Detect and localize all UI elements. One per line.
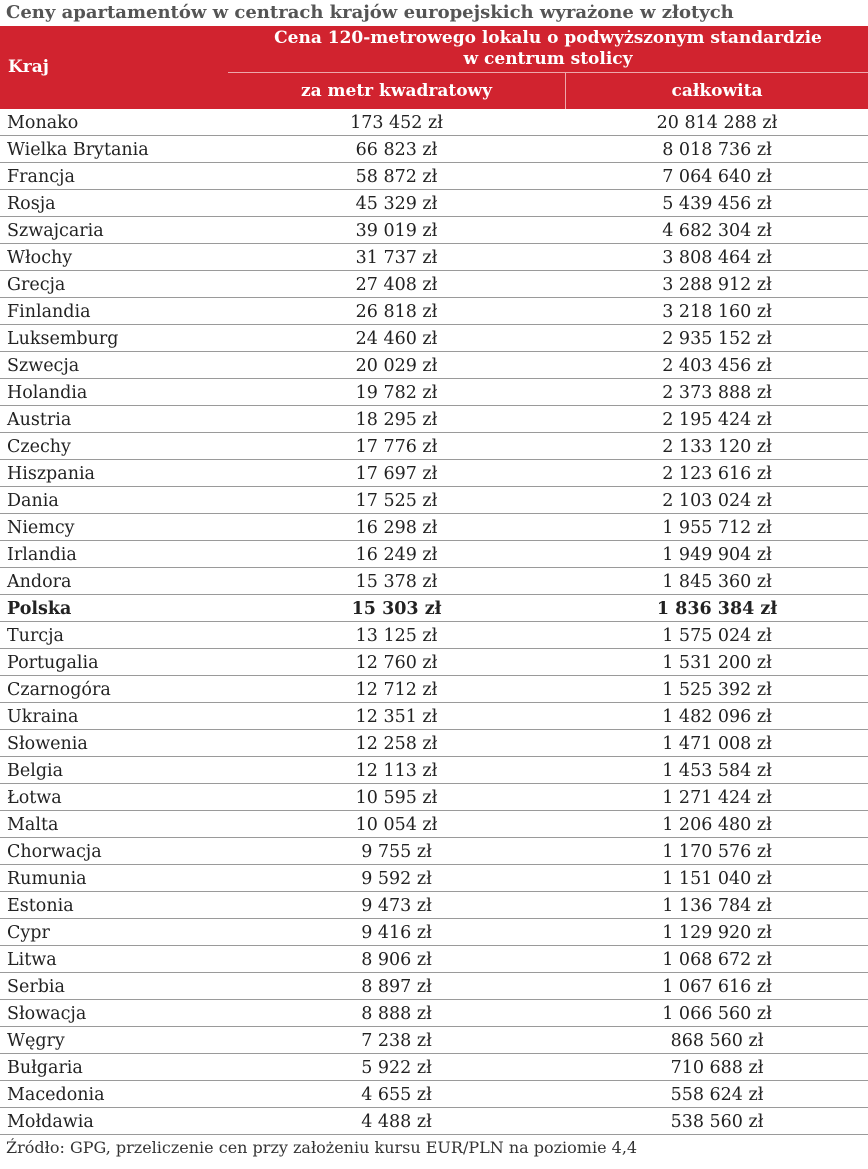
cell-total: 1 845 360 zł — [662, 572, 772, 592]
cell-per-sqm: 9 416 zł — [361, 923, 432, 943]
table-row — [0, 433, 868, 460]
cell-total: 4 682 304 zł — [662, 221, 772, 241]
cell-total: 2 373 888 zł — [662, 383, 772, 403]
table-row — [0, 973, 868, 1000]
cell-total: 2 935 152 zł — [662, 329, 772, 349]
cell-total: 1 151 040 zł — [662, 869, 772, 889]
cell-country: Finlandia — [7, 302, 91, 322]
table-row — [0, 568, 868, 595]
table-row — [0, 109, 868, 136]
cell-country: Czechy — [7, 437, 71, 457]
cell-per-sqm: 4 488 zł — [361, 1112, 432, 1132]
table-row — [0, 298, 868, 325]
cell-total: 20 814 288 zł — [656, 113, 778, 133]
cell-total: 8 018 736 zł — [662, 140, 772, 160]
cell-total: 1 471 008 zł — [662, 734, 772, 754]
table-row — [0, 190, 868, 217]
cell-per-sqm: 173 452 zł — [350, 113, 443, 133]
cell-per-sqm: 16 249 zł — [355, 545, 438, 565]
cell-country: Chorwacja — [7, 842, 102, 862]
cell-per-sqm: 45 329 zł — [355, 194, 438, 214]
table-row — [0, 244, 868, 271]
cell-country: Dania — [7, 491, 59, 511]
cell-country: Rosja — [7, 194, 56, 214]
cell-total: 1 136 784 zł — [662, 896, 772, 916]
cell-per-sqm: 8 888 zł — [361, 1004, 432, 1024]
cell-per-sqm: 5 922 zł — [361, 1058, 432, 1078]
cell-total: 7 064 640 zł — [662, 167, 772, 187]
cell-country: Luksemburg — [7, 329, 119, 349]
cell-per-sqm: 7 238 zł — [361, 1031, 432, 1051]
cell-total: 1 206 480 zł — [662, 815, 772, 835]
cell-total: 1 836 384 zł — [656, 599, 778, 619]
cell-total: 1 482 096 zł — [662, 707, 772, 727]
table-row — [0, 1027, 868, 1054]
cell-country: Czarnogóra — [7, 680, 111, 700]
cell-per-sqm: 58 872 zł — [355, 167, 438, 187]
cell-per-sqm: 12 760 zł — [355, 653, 438, 673]
table-row — [0, 1081, 868, 1108]
table-row — [0, 811, 868, 838]
table-header — [0, 26, 868, 109]
cell-per-sqm: 8 897 zł — [361, 977, 432, 997]
cell-total: 2 195 424 zł — [662, 410, 772, 430]
cell-per-sqm: 15 378 zł — [355, 572, 438, 592]
cell-country: Słowenia — [7, 734, 88, 754]
table-row — [0, 460, 868, 487]
cell-country: Estonia — [7, 896, 74, 916]
table-body — [0, 109, 868, 1135]
cell-country: Belgia — [7, 761, 64, 781]
cell-country: Monako — [7, 113, 79, 133]
table-row — [0, 838, 868, 865]
cell-total: 1 271 424 zł — [662, 788, 772, 808]
cell-country: Austria — [7, 410, 72, 430]
cell-total: 3 218 160 zł — [662, 302, 772, 322]
cell-per-sqm: 9 592 zł — [361, 869, 432, 889]
cell-total: 1 525 392 zł — [662, 680, 772, 700]
cell-per-sqm: 12 712 zł — [355, 680, 438, 700]
cell-country: Francja — [7, 167, 75, 187]
cell-country: Bułgaria — [7, 1058, 83, 1078]
cell-country: Szwecja — [7, 356, 80, 376]
table-title: Ceny apartamentów w centrach krajów europejskich wyrażone w złotych — [6, 2, 734, 23]
cell-total: 3 808 464 zł — [662, 248, 772, 268]
cell-per-sqm: 24 460 zł — [355, 329, 438, 349]
cell-per-sqm: 31 737 zł — [355, 248, 438, 268]
table-row — [0, 1108, 868, 1135]
cell-per-sqm: 10 595 zł — [355, 788, 438, 808]
cell-total: 2 403 456 zł — [662, 356, 772, 376]
cell-total: 1 955 712 zł — [662, 518, 772, 538]
table-row — [0, 622, 868, 649]
cell-country: Mołdawia — [7, 1112, 94, 1132]
cell-per-sqm: 4 655 zł — [361, 1085, 432, 1105]
table-row — [0, 730, 868, 757]
table-row — [0, 325, 868, 352]
table-row — [0, 865, 868, 892]
table-row — [0, 919, 868, 946]
cell-total: 558 624 zł — [670, 1085, 764, 1105]
cell-total: 538 560 zł — [670, 1112, 764, 1132]
table-row — [0, 136, 868, 163]
cell-per-sqm: 10 054 zł — [355, 815, 438, 835]
table-row — [0, 217, 868, 244]
header-country: Kraj — [8, 57, 49, 77]
cell-per-sqm: 16 298 zł — [355, 518, 438, 538]
table-row — [0, 514, 868, 541]
table-row — [0, 379, 868, 406]
cell-country: Łotwa — [7, 788, 62, 808]
cell-country: Macedonia — [7, 1085, 105, 1105]
cell-per-sqm: 17 525 zł — [355, 491, 438, 511]
cell-country: Cypr — [7, 923, 50, 943]
table-row — [0, 892, 868, 919]
cell-total: 1 453 584 zł — [662, 761, 772, 781]
cell-country: Malta — [7, 815, 59, 835]
cell-per-sqm: 15 303 zł — [351, 599, 442, 619]
cell-per-sqm: 12 113 zł — [355, 761, 438, 781]
cell-per-sqm: 18 295 zł — [355, 410, 438, 430]
cell-total: 2 133 120 zł — [662, 437, 772, 457]
cell-total: 5 439 456 zł — [662, 194, 772, 214]
table-row — [0, 352, 868, 379]
header-price-group — [228, 26, 868, 72]
cell-per-sqm: 12 258 zł — [355, 734, 438, 754]
cell-total: 1 066 560 zł — [662, 1004, 772, 1024]
header-group-line2: w centrum stolicy — [463, 49, 633, 69]
cell-total: 1 575 024 zł — [662, 626, 772, 646]
cell-country: Portugalia — [7, 653, 99, 673]
cell-total: 3 288 912 zł — [662, 275, 772, 295]
cell-total: 1 949 904 zł — [662, 545, 772, 565]
table-row — [0, 757, 868, 784]
table-row — [0, 946, 868, 973]
table-row — [0, 703, 868, 730]
table-row — [0, 163, 868, 190]
table-row — [0, 649, 868, 676]
cell-per-sqm: 17 697 zł — [355, 464, 438, 484]
cell-country: Litwa — [7, 950, 57, 970]
table-row — [0, 541, 868, 568]
cell-total: 1 129 920 zł — [662, 923, 772, 943]
cell-per-sqm: 12 351 zł — [355, 707, 438, 727]
cell-country: Grecja — [7, 275, 66, 295]
cell-country: Szwajcaria — [7, 221, 104, 241]
cell-per-sqm: 8 906 zł — [361, 950, 432, 970]
cell-country: Irlandia — [7, 545, 77, 565]
cell-per-sqm: 20 029 zł — [355, 356, 438, 376]
cell-country: Węgry — [7, 1031, 65, 1051]
cell-per-sqm: 66 823 zł — [355, 140, 438, 160]
cell-total: 710 688 zł — [670, 1058, 764, 1078]
table-row — [0, 487, 868, 514]
cell-total: 868 560 zł — [670, 1031, 764, 1051]
cell-country: Ukraina — [7, 707, 79, 727]
cell-per-sqm: 26 818 zł — [355, 302, 438, 322]
table-row — [0, 1000, 868, 1027]
cell-country: Rumunia — [7, 869, 87, 889]
cell-country: Polska — [7, 599, 72, 619]
cell-per-sqm: 13 125 zł — [355, 626, 438, 646]
cell-country: Serbia — [7, 977, 65, 997]
table-row — [0, 406, 868, 433]
header-group-line1: Cena 120-metrowego lokalu o podwyższonym standardzie — [274, 28, 822, 48]
cell-country: Niemcy — [7, 518, 75, 538]
cell-per-sqm: 19 782 zł — [355, 383, 438, 403]
cell-total: 1 531 200 zł — [662, 653, 772, 673]
table-row — [0, 271, 868, 298]
cell-country: Andora — [7, 572, 72, 592]
cell-total: 1 170 576 zł — [662, 842, 772, 862]
cell-per-sqm: 39 019 zł — [355, 221, 438, 241]
cell-country: Holandia — [7, 383, 88, 403]
cell-per-sqm: 9 473 zł — [361, 896, 432, 916]
cell-country: Wielka Brytania — [7, 140, 149, 160]
source-note: Źródło: GPG, przeliczenie cen przy założeniu kursu EUR/PLN na poziomie 4,4 — [6, 1138, 638, 1157]
cell-country: Słowacja — [7, 1004, 87, 1024]
cell-total: 1 067 616 zł — [662, 977, 772, 997]
cell-country: Włochy — [7, 248, 73, 268]
table-row — [0, 784, 868, 811]
cell-per-sqm: 27 408 zł — [355, 275, 438, 295]
table-row — [0, 676, 868, 703]
cell-per-sqm: 17 776 zł — [355, 437, 438, 457]
cell-country: Turcja — [7, 626, 64, 646]
cell-total: 1 068 672 zł — [662, 950, 772, 970]
cell-total: 2 103 024 zł — [662, 491, 772, 511]
header-per-sqm: za metr kwadratowy — [300, 81, 493, 101]
cell-country: Hiszpania — [7, 464, 95, 484]
header-total: całkowita — [671, 81, 763, 101]
table-row — [0, 1054, 868, 1081]
cell-total: 2 123 616 zł — [662, 464, 772, 484]
table-row — [0, 595, 868, 622]
cell-per-sqm: 9 755 zł — [361, 842, 432, 862]
